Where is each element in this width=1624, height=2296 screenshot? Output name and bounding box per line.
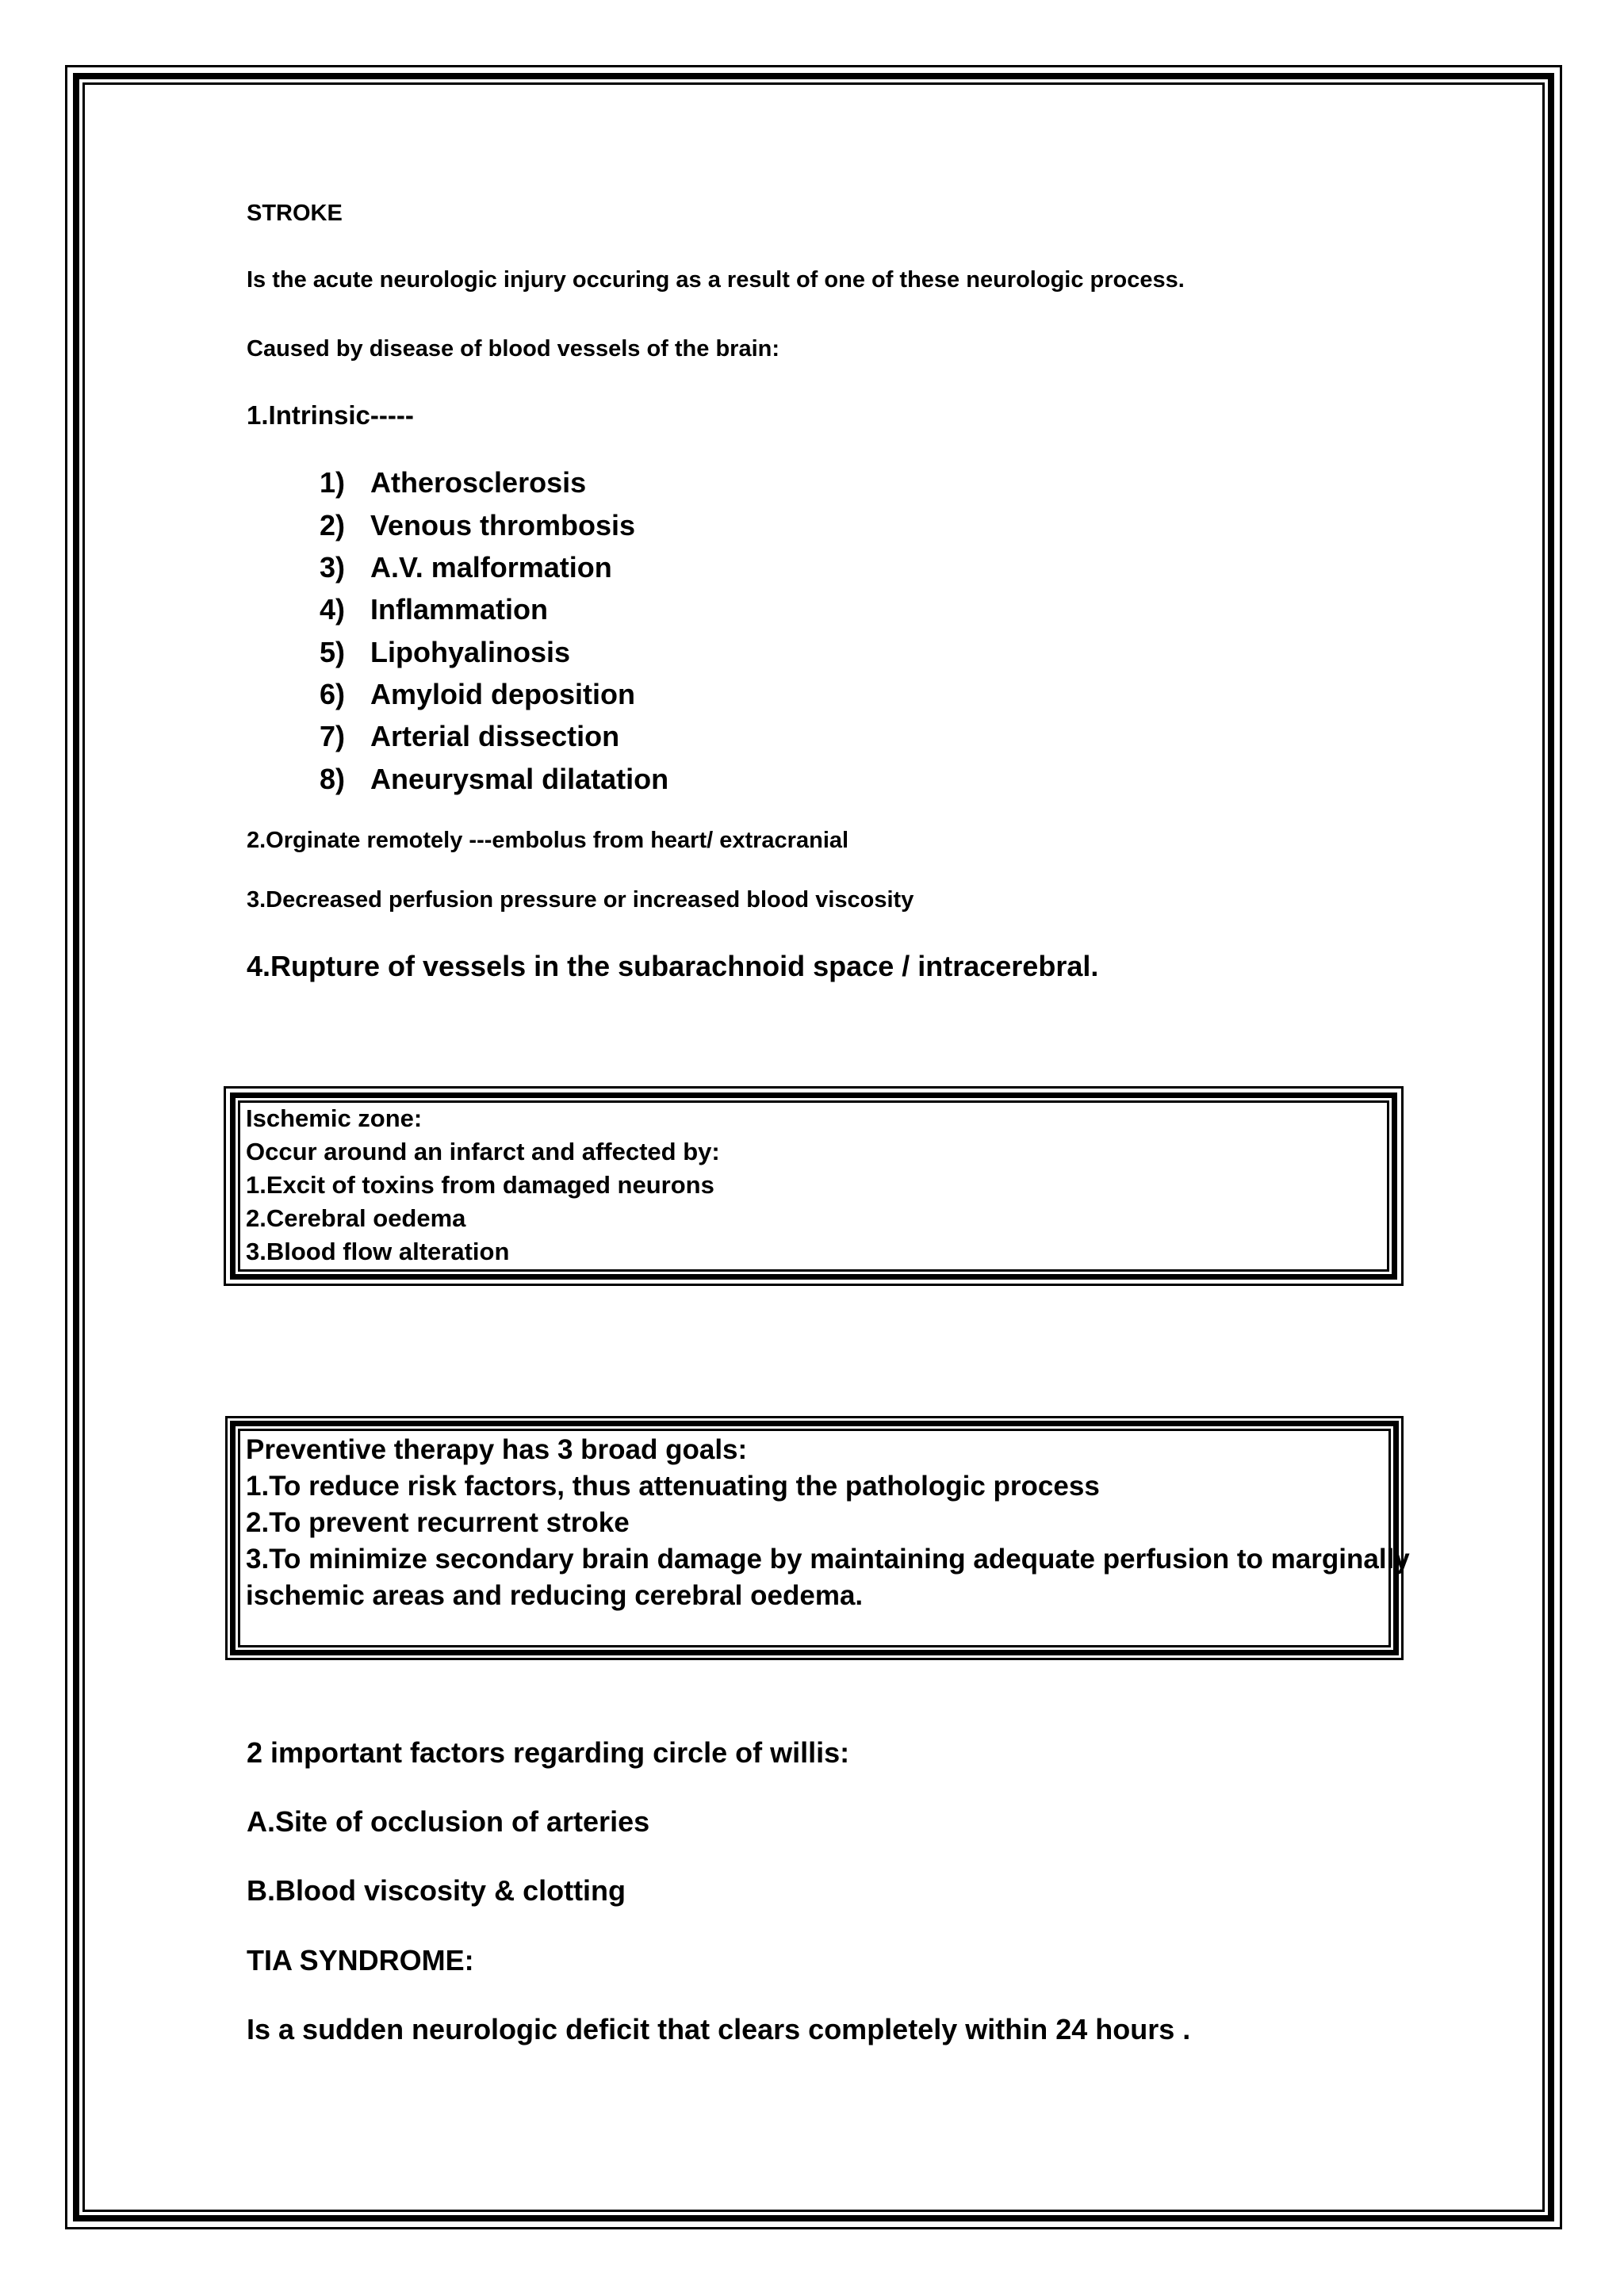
cause-4: 4.Rupture of vessels in the subarachnoid space / intracerebral. xyxy=(247,950,1099,982)
intrinsic-heading: 1.Intrinsic----- xyxy=(247,400,414,430)
preventive-line: 2.To prevent recurrent stroke xyxy=(246,1507,630,1538)
list-item: 3) A.V. malformation xyxy=(319,551,612,584)
preventive-line: Preventive therapy has 3 broad goals: xyxy=(246,1434,748,1465)
ischemic-box-content xyxy=(246,1102,720,1269)
willis-heading: 2 important factors regarding circle of willis: xyxy=(247,1736,850,1769)
preventive-line: 3.To minimize secondary brain damage by maintaining adequate perfusion to marginally xyxy=(246,1544,1410,1575)
list-item: 7) Arterial dissection xyxy=(319,720,620,752)
list-item: 8) Aneurysmal dilatation xyxy=(319,763,669,795)
preventive-line: 1.To reduce risk factors, thus attenuating the pathologic process xyxy=(246,1471,1100,1502)
list-item: 1) Atherosclerosis xyxy=(319,466,587,499)
stroke-definition: Is the acute neurologic injury occuring as a result of one of these neurologic process. xyxy=(247,267,1185,293)
ischemic-line: 3.Blood flow alteration xyxy=(246,1238,510,1265)
ischemic-line: 2.Cerebral oedema xyxy=(246,1204,466,1232)
ischemic-line: Occur around an infarct and affected by: xyxy=(246,1138,720,1165)
list-item: 2) Venous thrombosis xyxy=(319,509,636,541)
cause-2: 2.Orginate remotely ---embolus from heart/ extracranial xyxy=(247,828,849,853)
list-item: 6) Amyloid deposition xyxy=(319,678,636,710)
ischemic-line: Ischemic zone: xyxy=(246,1104,423,1132)
list-item: 4) Inflammation xyxy=(319,593,549,626)
tia-heading: TIA SYNDROME: xyxy=(247,1944,474,1976)
cause-3: 3.Decreased perfusion pressure or increased blood viscosity xyxy=(247,887,914,913)
willis-factor-b: B.Blood viscosity & clotting xyxy=(247,1874,626,1907)
caused-by-text: Caused by disease of blood vessels of the brain: xyxy=(247,336,780,362)
ischemic-line: 1.Excit of toxins from damaged neurons xyxy=(246,1171,714,1199)
tia-definition: Is a sudden neurologic deficit that clears completely within 24 hours . xyxy=(247,2013,1191,2045)
preventive-box-content xyxy=(246,1432,1410,1614)
list-item: 5) Lipohyalinosis xyxy=(319,636,571,668)
willis-factor-a: A.Site of occlusion of arteries xyxy=(247,1805,650,1838)
preventive-line: ischemic areas and reducing cerebral oedema. xyxy=(246,1580,864,1611)
page-title: STROKE xyxy=(247,201,343,226)
